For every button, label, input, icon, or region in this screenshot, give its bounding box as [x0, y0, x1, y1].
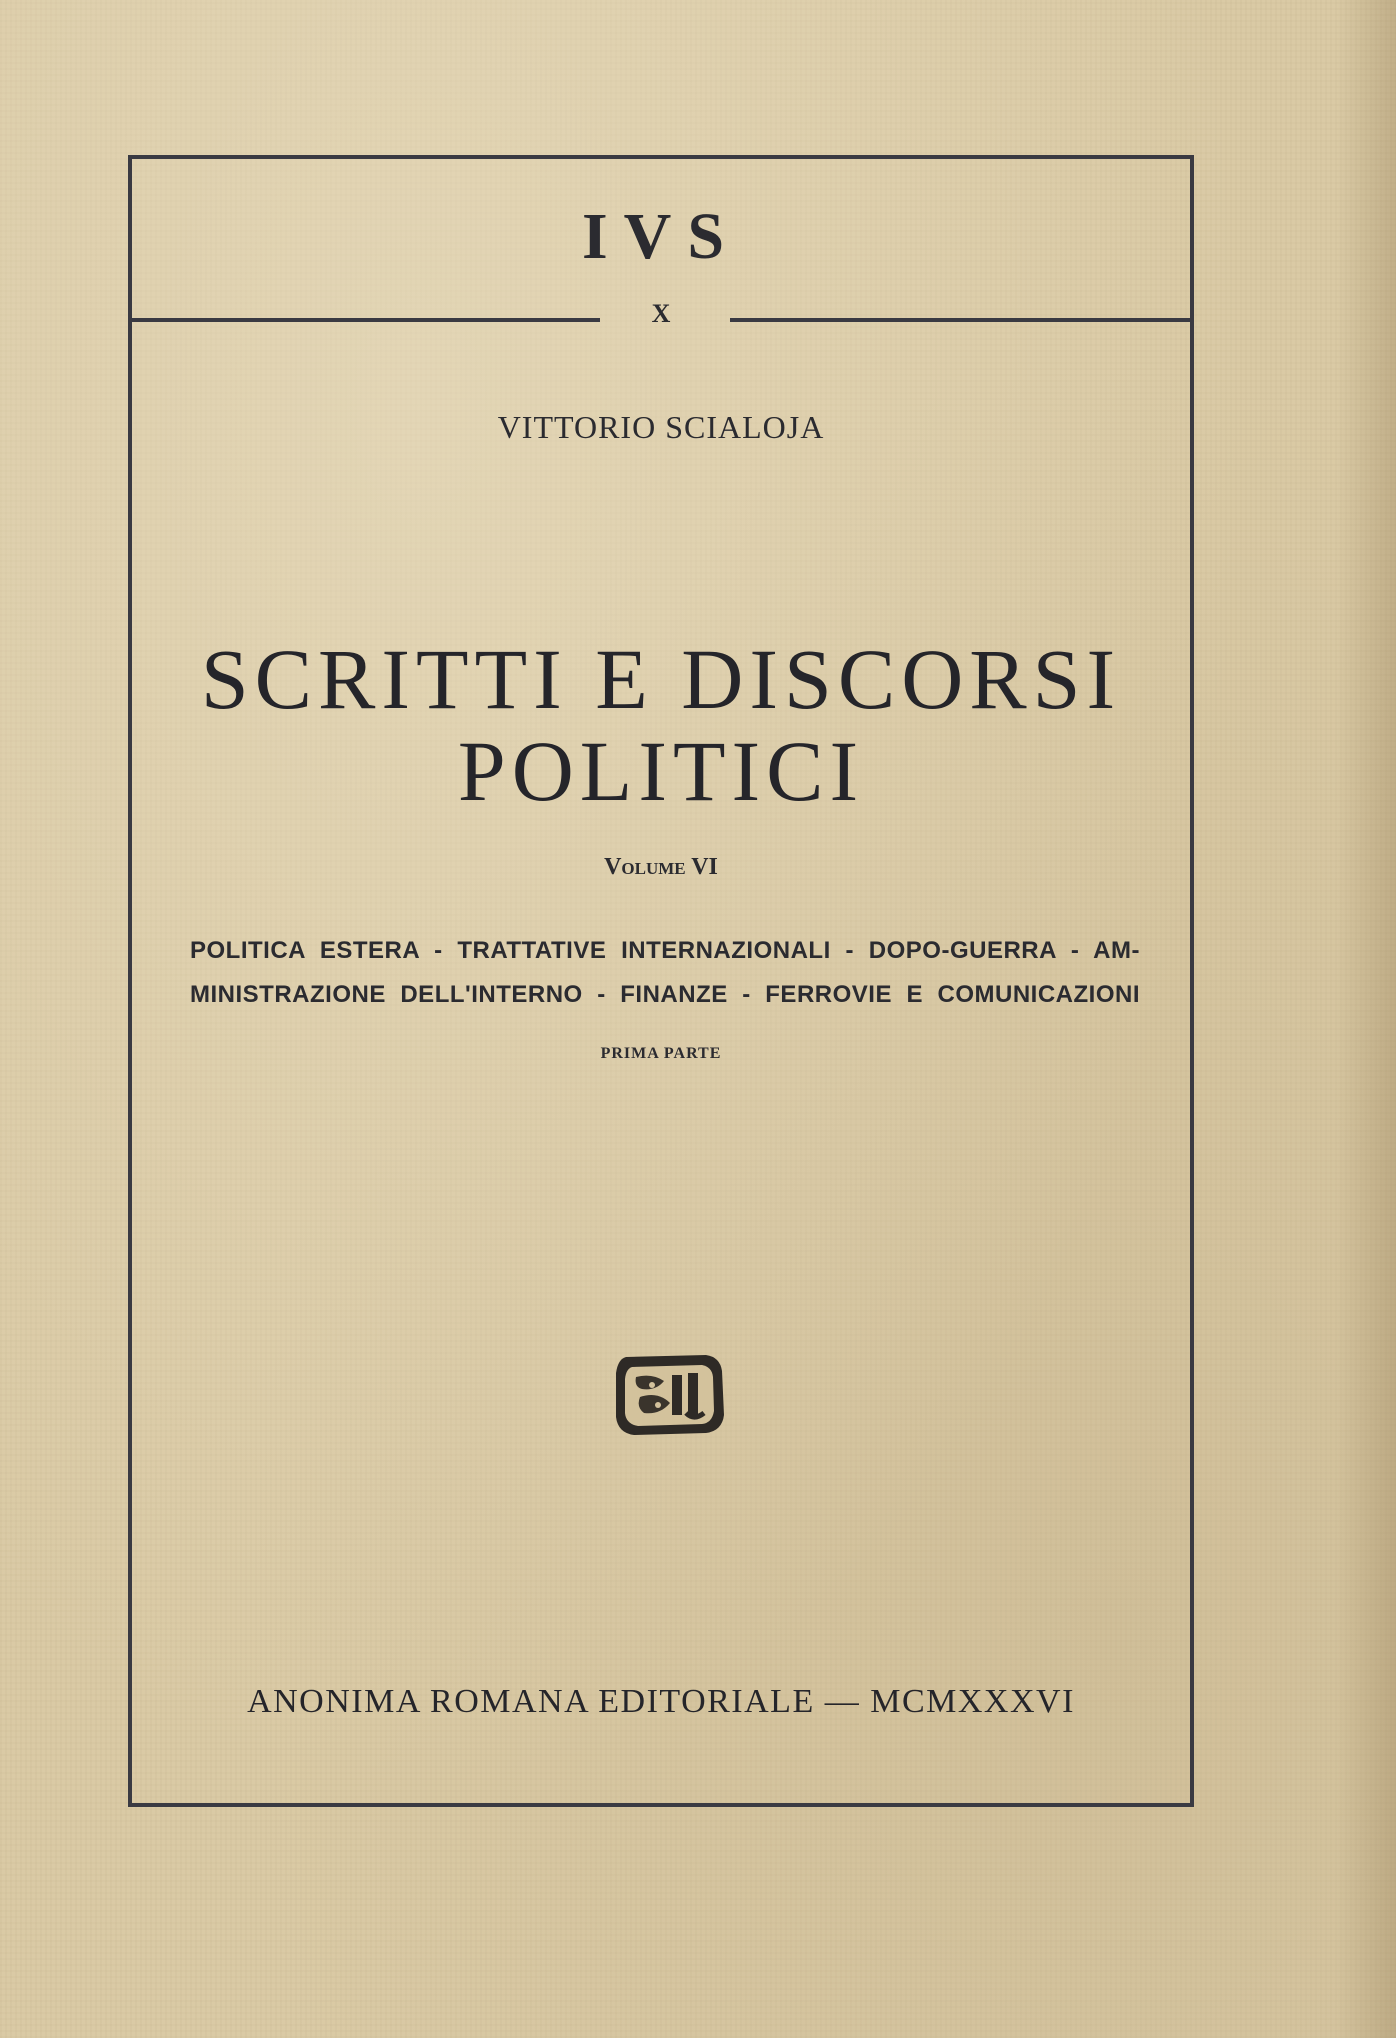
volume-label: Volume VI	[604, 854, 718, 880]
publisher-emblem-icon	[612, 1347, 728, 1441]
subjects-line-1: POLITICA ESTERA - TRATTATIVE INTERNAZIONALI - DOPO-GUERRA - AM-	[190, 937, 1140, 964]
series-title: IVS	[581, 200, 741, 273]
series-rule-right	[730, 318, 1190, 322]
book-title-line-2: POLITICI	[457, 723, 865, 819]
series-number: X	[651, 299, 671, 328]
page-edge-shadow	[1336, 0, 1396, 2038]
author-name: VITTORIO SCIALOJA	[497, 409, 825, 445]
subjects-line-2: MINISTRAZIONE DELL'INTERNO - FINANZE - FERROVIE E COMUNICAZIONI	[190, 981, 1140, 1008]
publisher-line: ANONIMA ROMANA EDITORIALE — MCMXXXVI	[247, 1683, 1075, 1720]
book-title-line-1: SCRITTI E DISCORSI	[200, 631, 1122, 727]
cover-frame	[128, 155, 1194, 1807]
part-label: PRIMA PARTE	[600, 1045, 722, 1062]
